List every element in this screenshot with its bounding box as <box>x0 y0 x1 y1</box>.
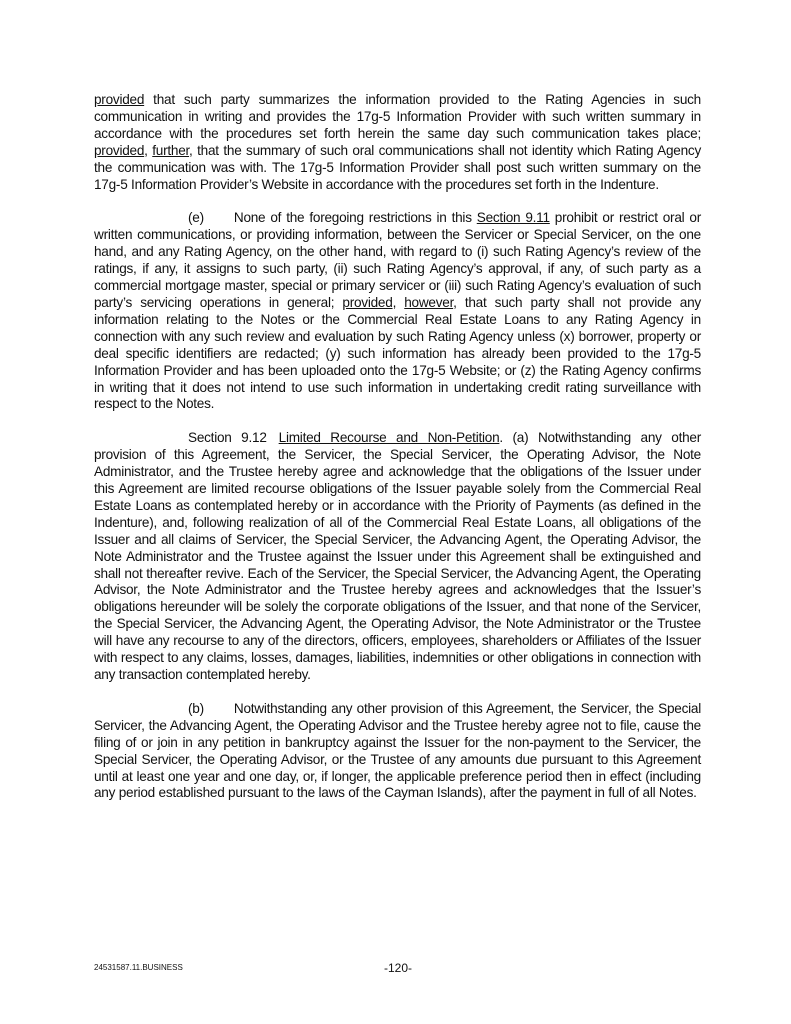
section-number: Section 9.12 <box>188 430 267 446</box>
paragraph-text: that such party summarizes the information provided to the Rating Agencies in such communication in writing and provides the 17g-5 Information Provider with such written summary in accordance with the procedures set forth herein the same day such communication takes place; <box>94 92 701 141</box>
paragraph-continuation <box>94 92 701 193</box>
section-title: Limited Recourse and Non-Petition <box>278 430 500 446</box>
paragraph-text: , that the summary of such oral communications shall not identity which Rating Agency the communication was with. The 17g-5 Information Provider shall post such written summary on the 17g-5 Information Provider’s Website in accordance with the procedures set forth in the Indenture. <box>94 142 701 192</box>
document-id: 24531587.11.BUSINESS <box>94 963 183 972</box>
paragraph-e <box>94 210 701 413</box>
paragraph-text: (a) Notwithstanding any other provision of this Agreement, the Servicer, the Special Servicer, the Operating Advisor, the Note Administrator, and the Trustee hereby agree and acknowledge that the obligations of the Issuer under this Agreement are limited recourse obligations of the Issuer payable solely from the Commercial Real Estate Loans as contemplated hereby or in accordance with the Priority of Payments (as defined in the Indenture), and, following realization of all of the Commercial Real Estate Loans, all obligations of the Issuer and all claims of Servicer, the Special Servicer, the Advancing Agent, the Operating Advisor, the Note Administrator and the Trustee against the Issuer under this Agreement shall be extinguished and shall not thereafter revive. Each of the Servicer, the Special Servicer, the Advancing Agent, the Operating Advisor, the Note Administrator and the Trustee hereby agrees and acknowledges that the Issuer’s obligations hereunder will be solely the corporate obligations of the Issuer, and that none of the Servicer, the Special Servicer, the Advancing Agent, the Operating Advisor, the Note Administrator or the Trustee will have any recourse to any of the directors, officers, employees, shareholders or Affiliates of the Issuer with respect to any claims, losses, damages, liabilities, indemnities or other obligations in connection with any transaction contemplated hereby. <box>94 430 701 682</box>
clause-label: (e) <box>188 210 204 226</box>
paragraph-text: , that such party shall not provide any information relating to the Notes or the Commercial Real Estate Loans to any Rating Agency in connection with any such review and evaluation by such Rating Agency unless (x) borrower, property or deal specific identifiers are redacted; (y) such information has already been provided to the 17g-5 Information Provider and has been uploaded onto the 17g-5 Website; or (z) the Rating Agency confirms in writing that it does not intend to use such information in undertaking credit rating surveillance with respect to the Notes. <box>94 294 701 412</box>
clause-label: (b) <box>188 700 204 716</box>
separator: , <box>144 142 153 158</box>
paragraph-b <box>94 701 701 802</box>
paragraph-text: None of the foregoing restrictions in this <box>233 210 477 226</box>
underlined-however: however <box>404 294 454 310</box>
paragraph-text: prohibit or restrict oral or written communications, or providing information, between the Servicer or Special Servicer, on the one hand, and any Rating Agency, on the other hand, with regard to (i) such Rating Agency’s review of the ratings, if any, it assigns to such party, (ii) such Rating Agency’s approval, if any, of such party as a commercial mortgage master, special or primary servicer or (iii) such Rating Agency’s evaluation of such party’s servicing operations in general; <box>94 210 701 310</box>
section-9-12-paragraph <box>94 430 701 684</box>
underlined-provided: provided <box>94 142 145 158</box>
document-body <box>94 92 701 819</box>
period: . <box>499 430 503 446</box>
separator: , <box>392 294 405 310</box>
page-number: -120- <box>384 961 413 975</box>
underlined-provided: provided <box>342 294 393 310</box>
underlined-further: further <box>152 142 190 158</box>
section-reference-link: Section 9.11 <box>476 210 550 226</box>
underlined-provided: provided <box>94 92 145 107</box>
paragraph-text: Notwithstanding any other provision of this Agreement, the Servicer, the Special Servicer, the Advancing Agent, the Operating Advisor and the Trustee hereby agree not to file, cause the filing of or join in any petition in bankruptcy against the Issuer for the non-payment to the Servicer, the Special Servicer, the Operating Advisor, or the Trustee of any amounts due pursuant to this Agreement until at least one year and one day, or, if longer, the applicable preference period then in effect (including any period established pursuant to the laws of the Cayman Islands), after the payment in full of all Notes. <box>94 700 701 801</box>
